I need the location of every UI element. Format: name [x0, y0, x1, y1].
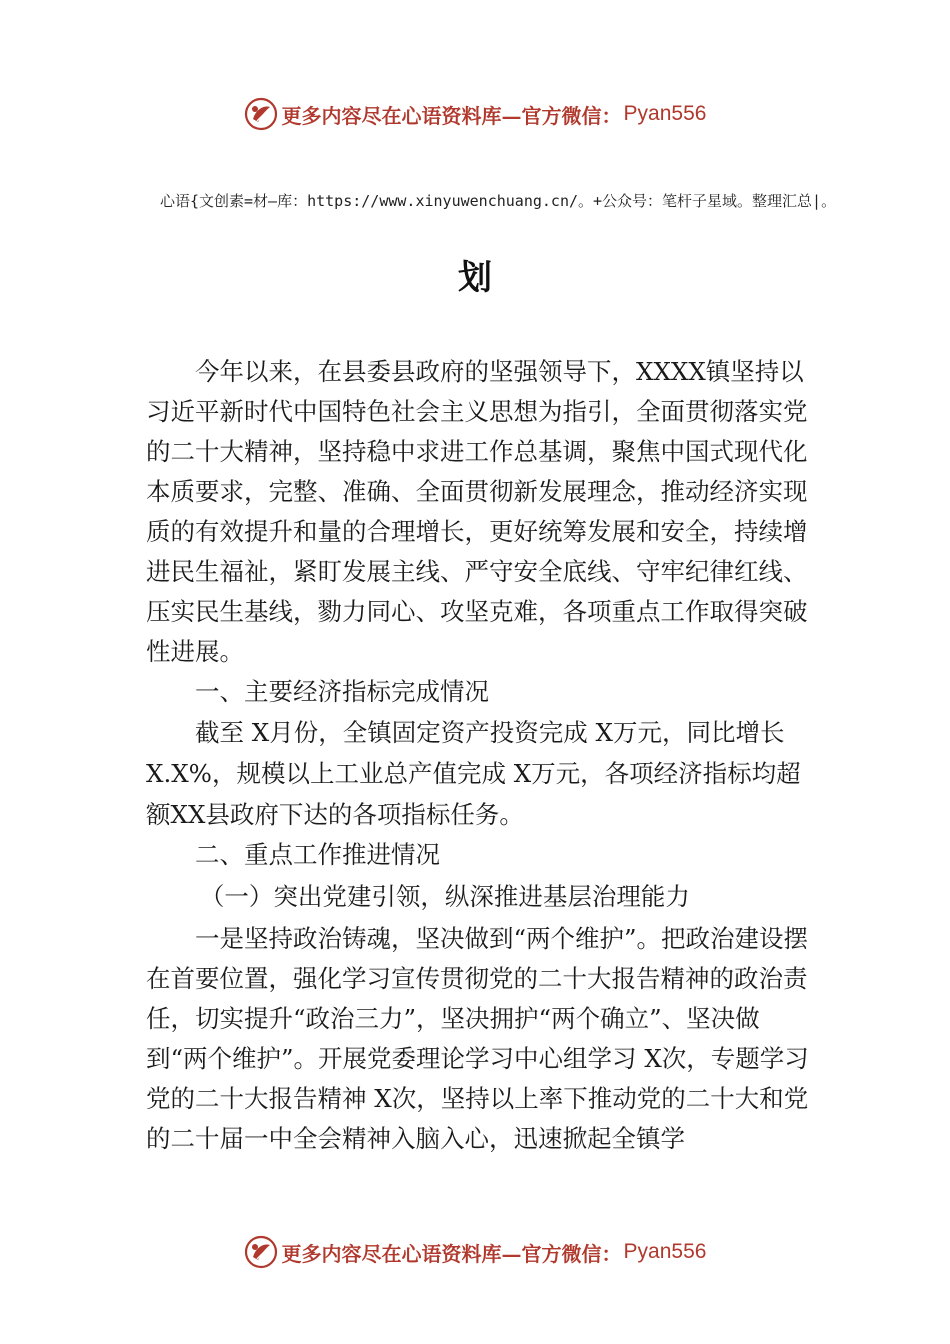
header-banner: [0, 94, 950, 134]
banner-text: 更多内容尽在心语资料库—官方微信：: [281, 103, 622, 128]
paragraph-economic: 截至 X月份，全镇固定资产投资完成 X万元，同比增长 X.X%，规模以上工业总产值完成 X万元，各项经济指标均超额XX县政府下达的各项指标任务。: [146, 718, 801, 829]
section-heading-1: 一、主要经济指标完成情况: [195, 677, 489, 706]
banner-wechat-id: Pyan556: [623, 102, 707, 125]
source-note: 心语{文创素=材—库：https://www.xinyuwenchuang.cn/。+公众号：笔杆子星域。整理汇总|。: [160, 192, 837, 210]
paragraph-intro: 今年以来，在县委县政府的坚强领导下，XXXX镇坚持以习近平新时代中国特色社会主义思想为指引，全面贯彻落实党的二十大精神，坚持稳中求进工作总基调，聚焦中国式现代化本质要求，完整、准确、全面贯彻新发展理念，推动经济实现质的有效提升和量的合理增长，更好统筹发展和安全，持续增进民生福祉，紧盯发展主线、严守安全底线、守牢纪律红线、压实民生基线，勠力同心、攻坚克难，各项重点工作取得突破性进展。: [146, 357, 808, 666]
paragraph-politics: 一是坚持政治铸魂，坚决做到“两个维护”。把政治建设摆在首要位置，强化学习宣传贯彻党的二十大报告精神的政治责任，切实提升“政治三力”，坚决拥护“两个确立”、坚决做到“两个维护”。开展党委理论学习中心组学习 X次，专题学习党的二十大报告精神 X次，坚持以上率下推动党的二十大和党的二十届一中全会精神入脑入心，迅速掀起全镇学: [146, 924, 809, 1153]
logo-icon: [244, 97, 278, 131]
section-heading-2: 二、重点工作推进情况: [195, 840, 440, 869]
banner-wechat-id: Pyan556: [623, 1240, 707, 1263]
banner-text: 更多内容尽在心语资料库—官方微信：: [281, 1241, 622, 1266]
logo-icon: [244, 1235, 278, 1269]
page-title: 划: [458, 258, 492, 298]
document-body: [146, 352, 818, 1159]
footer-banner: [0, 1232, 950, 1272]
subsection-heading-1: （一）突出党建引领，纵深推进基层治理能力: [199, 882, 690, 911]
